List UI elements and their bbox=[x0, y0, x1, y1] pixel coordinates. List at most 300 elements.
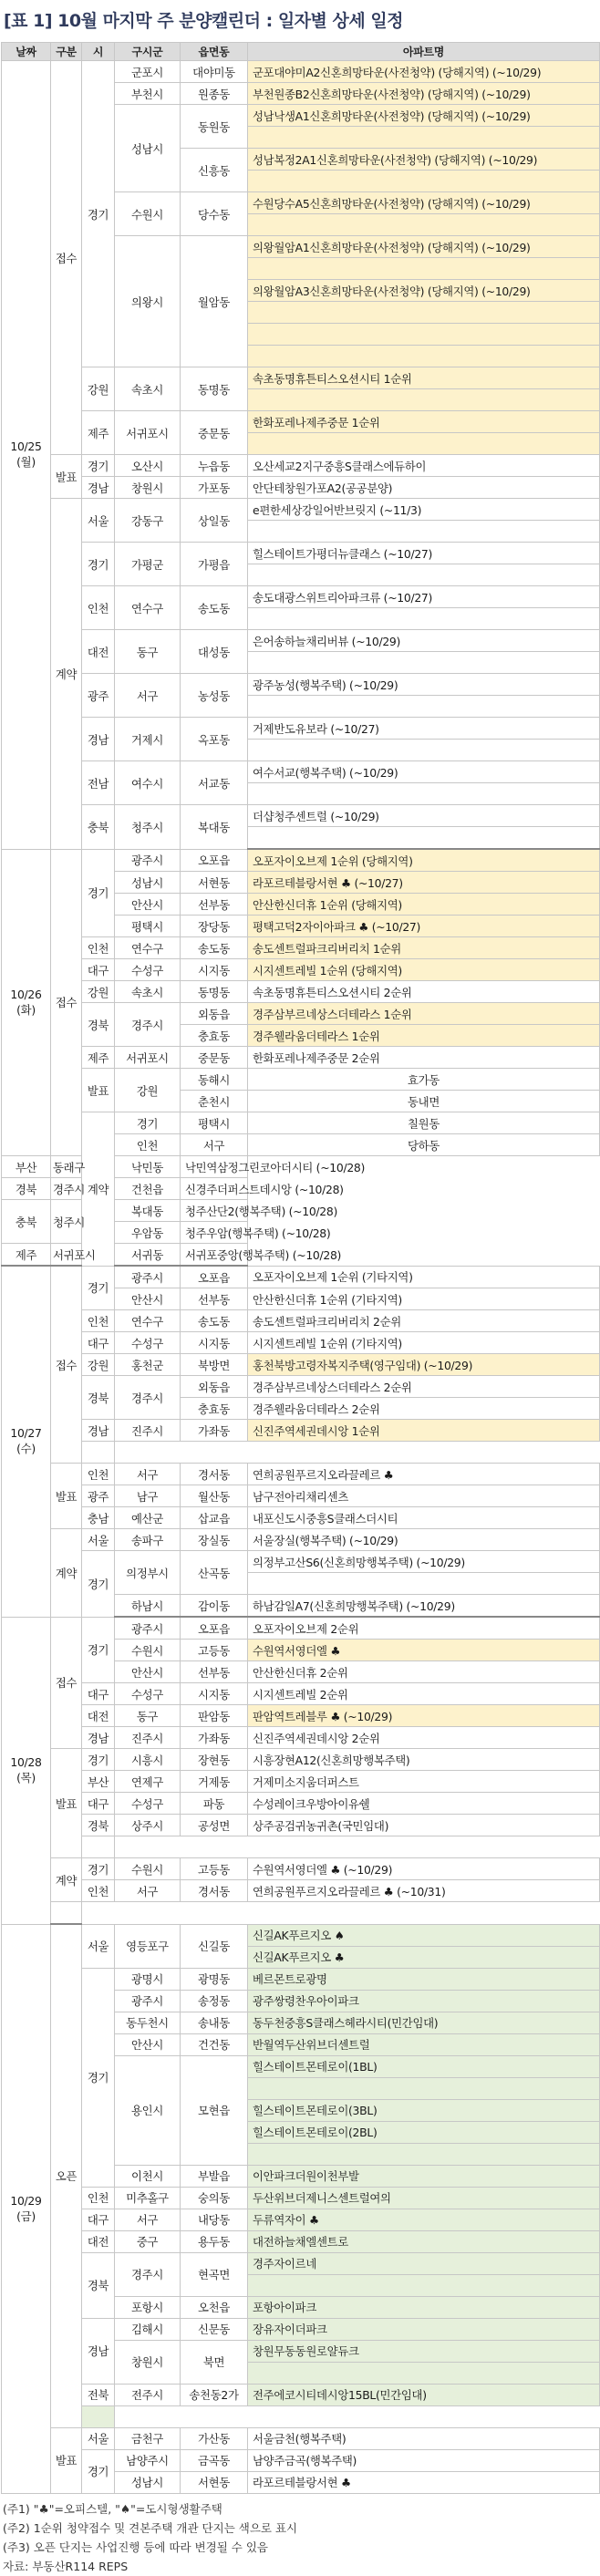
province-cell: 대전 bbox=[82, 1705, 115, 1727]
category-cell: 발표 bbox=[51, 1749, 82, 1858]
apartment-cell: 하남감일A7(신혼희망행복주택) (~10/29) bbox=[248, 1595, 600, 1618]
town-cell: 현곡면 bbox=[181, 2252, 248, 2296]
town-cell: 송도동 bbox=[181, 1310, 248, 1332]
town-cell: 모현읍 bbox=[181, 2055, 248, 2165]
town-cell: 월산동 bbox=[181, 1485, 248, 1507]
date-cell bbox=[2, 1266, 51, 1617]
date-cell bbox=[2, 1924, 51, 2493]
apartment-cell: 연희공원푸르지오라끌레르 ♣ (~10/31) bbox=[248, 1880, 600, 1902]
town-cell: 감이동 bbox=[181, 1595, 248, 1618]
town-cell: 숭의동 bbox=[181, 2187, 248, 2209]
apartment-cell: 전주에코시티데시앙15BL(민간임대) bbox=[248, 2384, 600, 2405]
province-cell: 서울 bbox=[82, 499, 115, 543]
district-cell: 전주시 bbox=[115, 2384, 181, 2405]
province-cell: 경북 bbox=[82, 1815, 115, 1836]
town-cell: 선부동 bbox=[181, 894, 248, 916]
apartment-cell: 청주우암(행복주택) (~10/28) bbox=[181, 1222, 248, 1244]
district-cell: 연제구 bbox=[115, 1771, 181, 1793]
province-cell: 경기 bbox=[82, 1617, 115, 1683]
town-cell: 칠원동 bbox=[248, 1112, 600, 1134]
apartment-cell: 속초동명휴튼티스오션시티 1순위 bbox=[248, 367, 600, 389]
apartment-cell: 남구전아리채리센츠 bbox=[248, 1485, 600, 1507]
apartment-cell: 안산한신더휴 2순위 bbox=[248, 1661, 600, 1683]
town-cell: 효가동 bbox=[248, 1069, 600, 1091]
header-town: 읍면동 bbox=[181, 43, 248, 61]
apartment-cell: 신길AK푸르지오 ♣ bbox=[248, 1946, 600, 1968]
province-cell: 경기 bbox=[82, 543, 115, 586]
apartment-cell: 의왕월암A3신혼희망타운(사전청약) (당해지역) (~10/29) bbox=[248, 280, 600, 302]
district-cell: 강동구 bbox=[115, 499, 181, 543]
apartment-cell: 경주삼부르네상스더테라스 1순위 bbox=[248, 1003, 600, 1025]
table-row bbox=[2, 543, 600, 564]
apartment-cell: 안단테창원가포A2(공공분양) bbox=[248, 477, 600, 499]
town-cell: 선부동 bbox=[181, 1661, 248, 1683]
apartment-cell: 군포대야미A2신혼희망타운(사전청약) (당해지역) (~10/29) bbox=[248, 61, 600, 83]
date-cell bbox=[2, 849, 51, 1156]
apartment-cell: 신진주역세권데시앙 2순위 bbox=[248, 1727, 600, 1749]
apartment-cell: 남양주금곡(행복주택) bbox=[248, 2449, 600, 2471]
province-cell: 대구 bbox=[82, 959, 115, 981]
apartment-cell bbox=[51, 1902, 82, 1925]
province-cell: 인천 bbox=[115, 1134, 181, 1156]
category-cell: 발표 bbox=[82, 1069, 115, 1112]
apartment-cell: 수원역서영더엘 ♣ bbox=[248, 1640, 600, 1661]
table-row bbox=[2, 1683, 600, 1705]
district-cell: 광주시 bbox=[115, 1617, 181, 1640]
apartment-cell: 베르몬트로광명 bbox=[248, 1968, 600, 1990]
apartment-cell: 대전하늘채엘센트로 bbox=[248, 2230, 600, 2252]
date-label: 10/25 bbox=[10, 440, 42, 454]
district-cell: 연수구 bbox=[115, 586, 181, 630]
town-cell: 오포읍 bbox=[181, 1617, 248, 1640]
province-cell: 경남 bbox=[82, 1420, 115, 1442]
apartment-cell: 시지센트레빌 1순위 (당해지역) bbox=[248, 959, 600, 981]
apartment-cell: 서귀포중앙(행복주택) (~10/28) bbox=[181, 1244, 248, 1267]
table-row bbox=[2, 1332, 600, 1354]
district-cell: 수원시 bbox=[115, 1858, 181, 1880]
district-cell: 서구 bbox=[115, 2209, 181, 2230]
apartment-cell bbox=[248, 827, 600, 850]
province-cell: 경북 bbox=[2, 1178, 51, 1200]
town-cell: 외동읍 bbox=[181, 1376, 248, 1398]
footnote: (주3) 오픈 단지는 사업진행 등에 따라 변경될 수 있음 bbox=[3, 2540, 268, 2554]
apartment-cell: 경주웰라움더테라스 1순위 bbox=[248, 1025, 600, 1047]
province-cell: 인천 bbox=[82, 1464, 115, 1485]
apartment-cell: 동두천중흥S클래스헤라시티(민간임대) bbox=[248, 2012, 600, 2033]
town-cell: 서귀동 bbox=[115, 1244, 181, 1267]
district-cell: 서구 bbox=[115, 674, 181, 718]
town-cell: 서현동 bbox=[181, 872, 248, 894]
date-label: 10/29 bbox=[10, 2193, 42, 2208]
district-cell: 용인시 bbox=[115, 2055, 181, 2165]
apartment-cell: 신경주더퍼스트데시앙 (~10/28) bbox=[181, 1178, 248, 1200]
apartment-cell: 신진주역세권데시앙 1순위 bbox=[248, 1420, 600, 1442]
table-row bbox=[2, 937, 600, 959]
table-row bbox=[2, 1047, 600, 1069]
table-row bbox=[2, 2405, 600, 2427]
town-cell: 금곡동 bbox=[181, 2449, 248, 2471]
town-cell: 장실동 bbox=[181, 1529, 248, 1551]
table-row bbox=[2, 499, 600, 521]
province-cell: 인천 bbox=[82, 1310, 115, 1332]
apartment-cell bbox=[248, 324, 600, 346]
town-cell: 송정동 bbox=[181, 1990, 248, 2012]
category-cell: 접수 bbox=[51, 849, 82, 1156]
apartment-cell: 힐스테이트가평더뉴클래스 (~10/27) bbox=[248, 543, 600, 564]
town-cell: 북면 bbox=[181, 2340, 248, 2384]
apartment-cell bbox=[248, 346, 600, 367]
apartment-cell: 경주자이르네 bbox=[248, 2252, 600, 2274]
apartment-cell: 서울장실(행복주택) (~10/29) bbox=[248, 1529, 600, 1551]
weekday-label: (금) bbox=[16, 2209, 36, 2223]
apartment-cell: 낙민역삼정그린코아더시티 (~10/28) bbox=[181, 1156, 248, 1178]
apartment-cell: 오포자이오브제 2순위 bbox=[248, 1617, 600, 1640]
header-province: 시 bbox=[82, 43, 115, 61]
apartment-cell bbox=[248, 302, 600, 324]
town-cell: 동명동 bbox=[181, 981, 248, 1003]
district-cell: 서구 bbox=[115, 1464, 181, 1485]
town-cell: 중문동 bbox=[181, 1047, 248, 1069]
district-cell: 성남시 bbox=[115, 105, 181, 192]
district-cell: 의왕시 bbox=[115, 236, 181, 367]
apartment-cell: 판암역트레블루 ♣ (~10/29) bbox=[248, 1705, 600, 1727]
town-cell: 내당동 bbox=[181, 2209, 248, 2230]
weekday-label: (화) bbox=[16, 1002, 36, 1017]
town-cell: 시지동 bbox=[181, 959, 248, 981]
district-cell: 성남시 bbox=[115, 872, 181, 894]
province-cell: 경기 bbox=[82, 1858, 115, 1880]
district-cell: 홍천군 bbox=[115, 1354, 181, 1376]
town-cell: 광명동 bbox=[181, 1968, 248, 1990]
district-cell: 서귀포시 bbox=[115, 411, 181, 455]
town-cell: 송도동 bbox=[181, 937, 248, 959]
town-cell: 동명동 bbox=[181, 367, 248, 411]
province-cell: 충남 bbox=[82, 1507, 115, 1529]
district-cell: 평택시 bbox=[115, 916, 181, 937]
apartment-cell: 상주공검귀농귀촌(국민임대) bbox=[248, 1815, 600, 1836]
apartment-cell bbox=[82, 2405, 115, 2427]
apartment-cell: 연희공원푸르지오라끌레르 ♣ bbox=[248, 1464, 600, 1485]
apartment-cell: 두류역자이 ♣ bbox=[248, 2209, 600, 2230]
province-cell: 강원 bbox=[82, 1354, 115, 1376]
table-row bbox=[2, 718, 600, 740]
apartment-cell bbox=[248, 696, 600, 718]
town-cell: 누읍동 bbox=[181, 455, 248, 477]
weekday-label: (수) bbox=[16, 1442, 36, 1456]
town-cell: 우암동 bbox=[115, 1222, 181, 1244]
town-cell: 서교동 bbox=[181, 761, 248, 805]
table-row bbox=[2, 981, 600, 1003]
apartment-cell: 은어송하늘채리버뷰 (~10/29) bbox=[248, 630, 600, 652]
source-note: 자료: 부동산R114 REPS bbox=[3, 2559, 129, 2573]
table-row bbox=[2, 2230, 600, 2252]
town-cell: 경서동 bbox=[181, 1464, 248, 1485]
district-cell: 포항시 bbox=[115, 2296, 181, 2318]
apartment-cell: 의정부고산S6(신혼희망행복주택) (~10/29) bbox=[248, 1551, 600, 1573]
footnotes bbox=[0, 2499, 600, 2576]
district-cell: 수성구 bbox=[115, 959, 181, 981]
district-cell: 창원시 bbox=[115, 477, 181, 499]
header-category: 구분 bbox=[51, 43, 82, 61]
town-cell: 송내동 bbox=[181, 2012, 248, 2033]
province-cell: 경북 bbox=[82, 2252, 115, 2318]
apartment-cell: 오포자이오브제 1순위 (기타지역) bbox=[248, 1266, 600, 1288]
province-cell: 경기 bbox=[82, 1551, 115, 1618]
town-cell: 월암동 bbox=[181, 236, 248, 367]
apartment-cell: 내포신도시중흥S클래스더시티 bbox=[248, 1507, 600, 1529]
category-cell: 접수 bbox=[51, 61, 82, 455]
date-label: 10/27 bbox=[10, 1426, 42, 1441]
apartment-cell bbox=[248, 783, 600, 805]
district-cell: 광주시 bbox=[115, 1990, 181, 2012]
province-cell: 경북 bbox=[82, 1003, 115, 1047]
district-cell: 수성구 bbox=[115, 1793, 181, 1815]
district-cell: 경주시 bbox=[51, 1178, 82, 1200]
apartment-cell: 시지센트레빌 1순위 (기타지역) bbox=[248, 1332, 600, 1354]
table-row bbox=[2, 1354, 600, 1376]
table-row bbox=[2, 1003, 600, 1025]
apartment-cell: 경주삼부르네상스더테라스 2순위 bbox=[248, 1376, 600, 1398]
table-row bbox=[2, 2318, 600, 2340]
table-row bbox=[2, 2427, 600, 2449]
district-cell: 서귀포시 bbox=[51, 1244, 82, 1267]
apartment-cell: 수원역서영더엘 ♣ (~10/29) bbox=[248, 1858, 600, 1880]
apartment-cell bbox=[248, 127, 600, 149]
table-row bbox=[2, 2187, 600, 2209]
table-row bbox=[2, 1420, 600, 1442]
province-cell: 부산 bbox=[2, 1156, 51, 1178]
district-cell: 오산시 bbox=[115, 455, 181, 477]
province-cell: 경남 bbox=[82, 1727, 115, 1749]
town-cell: 북방면 bbox=[181, 1354, 248, 1376]
province-cell: 경기 bbox=[82, 1749, 115, 1771]
province-cell: 경기 bbox=[115, 1112, 181, 1134]
apartment-cell: 이안파크더원이천부발 bbox=[248, 2165, 600, 2187]
apartment-cell: 한화포레나제주중문 1순위 bbox=[248, 411, 600, 433]
district-cell: 중구 bbox=[115, 2230, 181, 2252]
town-cell: 충효동 bbox=[181, 1398, 248, 1420]
town-cell: 판암동 bbox=[181, 1705, 248, 1727]
district-cell: 남양주시 bbox=[115, 2449, 181, 2471]
apartment-cell bbox=[248, 521, 600, 543]
province-cell: 경기 bbox=[82, 61, 115, 367]
apartment-cell: 창원무동동원로얄듀크 bbox=[248, 2340, 600, 2362]
town-cell: 선부동 bbox=[181, 1288, 248, 1310]
header-apartment: 아파트명 bbox=[248, 43, 600, 61]
province-cell: 인천 bbox=[82, 1880, 115, 1902]
footnote: (주2) 1순위 청약접수 및 견본주택 개관 단지는 색으로 표시 bbox=[3, 2520, 298, 2535]
apartment-cell bbox=[248, 433, 600, 455]
category-cell: 계약 bbox=[82, 1112, 115, 1267]
district-cell: 수성구 bbox=[115, 1683, 181, 1705]
town-cell: 부발읍 bbox=[181, 2165, 248, 2187]
table-row bbox=[2, 761, 600, 783]
category-cell: 계약 bbox=[51, 499, 82, 850]
apartment-cell bbox=[248, 2077, 600, 2099]
district-cell: 서구 bbox=[115, 1880, 181, 1902]
province-cell: 인천 bbox=[82, 937, 115, 959]
table-row bbox=[2, 849, 600, 872]
apartment-cell: 홍천북방고령자복지주택(영구임대) (~10/29) bbox=[248, 1354, 600, 1376]
apartment-cell: 송도센트럴파크리버리치 2순위 bbox=[248, 1310, 600, 1332]
apartment-cell: 청주산단2(행복주택) (~10/28) bbox=[181, 1200, 248, 1222]
district-cell: 수원시 bbox=[115, 192, 181, 236]
category-cell: 계약 bbox=[51, 1529, 82, 1618]
province-cell: 대구 bbox=[82, 2209, 115, 2230]
province-cell: 전북 bbox=[82, 2384, 115, 2405]
apartment-cell bbox=[248, 389, 600, 411]
province-cell: 강원 bbox=[115, 1069, 181, 1112]
town-cell: 상일동 bbox=[181, 499, 248, 543]
apartment-cell bbox=[82, 1442, 115, 1464]
table-row bbox=[2, 1924, 600, 1946]
table-body bbox=[2, 61, 600, 2494]
district-cell: 여수시 bbox=[115, 761, 181, 805]
province-cell: 경남 bbox=[82, 477, 115, 499]
province-cell: 강원 bbox=[82, 981, 115, 1003]
weekday-label: (목) bbox=[16, 1771, 36, 1785]
district-cell: 군포시 bbox=[115, 61, 181, 83]
district-cell: 부천시 bbox=[115, 83, 181, 105]
district-cell: 광주시 bbox=[115, 849, 181, 872]
table-row bbox=[2, 1902, 600, 1925]
town-cell: 오천읍 bbox=[181, 2296, 248, 2318]
schedule-table bbox=[1, 42, 600, 2494]
table-row bbox=[2, 1376, 600, 1398]
province-cell: 대구 bbox=[82, 1332, 115, 1354]
table-row bbox=[2, 2252, 600, 2274]
table-row bbox=[2, 1266, 600, 1288]
apartment-cell: 속초동명휴튼티스오션시티 2순위 bbox=[248, 981, 600, 1003]
table-row bbox=[2, 1793, 600, 1815]
table-row bbox=[2, 1464, 600, 1485]
table-row bbox=[2, 1749, 600, 1771]
town-cell: 건천읍 bbox=[115, 1178, 181, 1200]
table-row bbox=[2, 1529, 600, 1551]
apartment-cell: 신길AK푸르지오 ♠ bbox=[248, 1924, 600, 1946]
town-cell: 복대동 bbox=[115, 1200, 181, 1222]
town-cell: 송도동 bbox=[181, 586, 248, 630]
apartment-cell: 여수서교(행복주택) (~10/29) bbox=[248, 761, 600, 783]
town-cell: 경서동 bbox=[181, 1880, 248, 1902]
page-title: [표 1] 10월 마지막 주 분양캘린더 : 일자별 상세 일정 bbox=[4, 11, 404, 31]
province-cell: 경기 bbox=[82, 1266, 115, 1310]
apartment-cell: 부천원종B2신혼희망타운(사전청약) (당해지역) (~10/29) bbox=[248, 83, 600, 105]
apartment-cell bbox=[248, 740, 600, 761]
apartment-cell: 성남낙생A1신혼희망타운(사전청약) (당해지역) (~10/29) bbox=[248, 105, 600, 127]
town-cell: 외동읍 bbox=[181, 1003, 248, 1025]
table-row bbox=[2, 1485, 600, 1507]
table-row bbox=[2, 1727, 600, 1749]
district-cell: 진주시 bbox=[115, 1727, 181, 1749]
town-cell: 충효동 bbox=[181, 1025, 248, 1047]
table-row bbox=[2, 586, 600, 608]
table-row bbox=[2, 630, 600, 652]
table-row bbox=[2, 805, 600, 827]
apartment-cell bbox=[248, 608, 600, 630]
province-cell: 광주 bbox=[82, 1485, 115, 1507]
province-cell: 경남 bbox=[82, 2318, 115, 2384]
province-cell: 경남 bbox=[82, 718, 115, 761]
table-row bbox=[2, 1310, 600, 1332]
town-cell: 파동 bbox=[181, 1793, 248, 1815]
town-cell: 공성면 bbox=[181, 1815, 248, 1836]
town-cell: 대성동 bbox=[181, 630, 248, 674]
town-cell: 오포읍 bbox=[181, 849, 248, 872]
apartment-cell bbox=[248, 2143, 600, 2165]
apartment-cell: 서울금천(행복주택) bbox=[248, 2427, 600, 2449]
apartment-cell: 경주웰라움더테라스 2순위 bbox=[248, 1398, 600, 1420]
town-cell: 동내면 bbox=[248, 1091, 600, 1112]
province-cell: 경기 bbox=[82, 849, 115, 937]
district-cell: 진주시 bbox=[115, 1420, 181, 1442]
town-cell: 삽교읍 bbox=[181, 1507, 248, 1529]
table-row bbox=[2, 1112, 600, 1134]
town-cell: 대야미동 bbox=[181, 61, 248, 83]
province-cell: 경북 bbox=[82, 1376, 115, 1420]
district-cell: 경주시 bbox=[115, 2252, 181, 2296]
district-cell: 서구 bbox=[181, 1134, 248, 1156]
table-row bbox=[2, 1705, 600, 1727]
table-row bbox=[2, 411, 600, 433]
district-cell: 성남시 bbox=[115, 2471, 181, 2493]
town-cell: 신흥동 bbox=[181, 149, 248, 192]
header-district: 구시군 bbox=[115, 43, 181, 61]
province-cell: 전남 bbox=[82, 761, 115, 805]
town-cell: 장당동 bbox=[181, 916, 248, 937]
category-cell: 접수 bbox=[51, 1617, 82, 1749]
table-row bbox=[2, 1968, 600, 1990]
apartment-cell bbox=[248, 2362, 600, 2384]
district-cell: 동구 bbox=[115, 630, 181, 674]
province-cell: 서울 bbox=[82, 1529, 115, 1551]
province-cell: 제주 bbox=[2, 1244, 51, 1267]
district-cell: 서귀포시 bbox=[115, 1047, 181, 1069]
province-cell: 대전 bbox=[82, 2230, 115, 2252]
district-cell: 속초시 bbox=[115, 981, 181, 1003]
district-cell: 거제시 bbox=[115, 718, 181, 761]
district-cell: 안산시 bbox=[115, 1661, 181, 1683]
table-row bbox=[2, 1507, 600, 1529]
province-cell: 경기 bbox=[82, 2449, 115, 2493]
district-cell: 안산시 bbox=[115, 2033, 181, 2055]
town-cell: 가산동 bbox=[181, 2427, 248, 2449]
province-cell: 경기 bbox=[82, 1968, 115, 2187]
province-cell: 제주 bbox=[82, 1047, 115, 1069]
apartment-cell: 힐스테이트몬테로이(2BL) bbox=[248, 2121, 600, 2143]
district-cell: 경주시 bbox=[115, 1003, 181, 1047]
apartment-cell: 라포르테블랑서현 ♣ (~10/27) bbox=[248, 872, 600, 894]
district-cell: 연수구 bbox=[115, 1310, 181, 1332]
table-row bbox=[2, 674, 600, 696]
town-cell: 서현동 bbox=[181, 2471, 248, 2493]
town-cell: 가포동 bbox=[181, 477, 248, 499]
district-cell: 수성구 bbox=[115, 1332, 181, 1354]
date-label: 10/28 bbox=[10, 1755, 42, 1769]
apartment-cell: 오산세교2지구중흥S클래스에듀하이 bbox=[248, 455, 600, 477]
table-row bbox=[2, 367, 600, 389]
date-cell bbox=[2, 1617, 51, 1924]
table-row bbox=[2, 1858, 600, 1880]
town-cell: 신길동 bbox=[181, 1924, 248, 1968]
apartment-cell: 힐스테이트몬테로이(3BL) bbox=[248, 2099, 600, 2121]
category-cell: 오픈 bbox=[51, 1924, 82, 2427]
district-cell: 동두천시 bbox=[115, 2012, 181, 2033]
district-cell: 창원시 bbox=[115, 2340, 181, 2384]
district-cell: 의정부시 bbox=[115, 1551, 181, 1595]
apartment-cell: 한화포레나제주중문 2순위 bbox=[248, 1047, 600, 1069]
district-cell: 예산군 bbox=[115, 1507, 181, 1529]
